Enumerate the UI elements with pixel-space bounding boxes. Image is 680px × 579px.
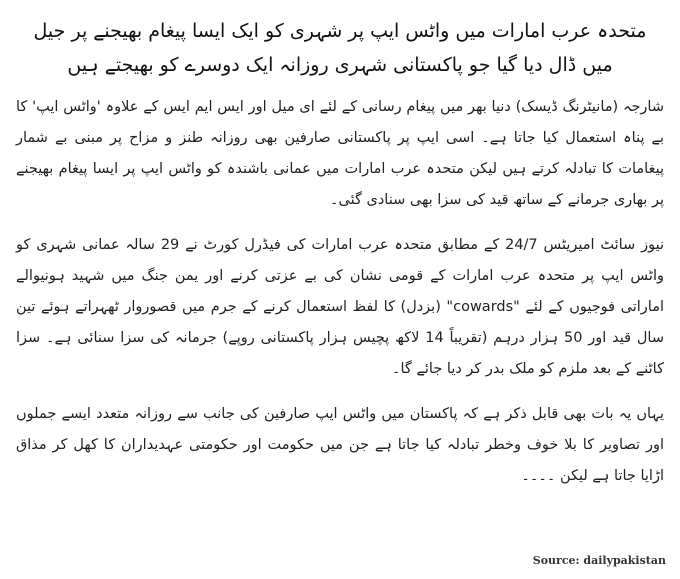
article-paragraph-1: شارجہ (مانیٹرنگ ڈیسک) دنیا بھر میں پیغام رسانی کے لئے ای میل اور ایس ایم ایس کے علاوہ 'واٹس ایپ' کا بے پناہ استعمال کیا جاتا ہے۔ اسی ایپ پر پاکستانی صارفین بھی روزانہ طنز و مزاح پر مبنی بے شمار پیغامات کا تبادلہ کرتے ہیں لیکن متحدہ عرب امارات میں عمانی باشندہ کو واٹس ایپ پر ایسا پیغام بھیجنے پر بھاری جرمانے کے ساتھ قید کی سزا بھی سنادی گئی۔ (16, 99, 664, 208)
article-title: متحدہ عرب امارات میں واٹس ایپ پر شہری کو ایک ایسا پیغام بھیجنے پر جیل میں ڈال دیا گیا جو پاکستانی شہری روزانہ ایک دوسرے کو بھیجتے ہیں (33, 20, 647, 76)
source-credit: Source: dailypakistan (532, 554, 666, 567)
article-paragraph-3: یہاں یہ بات بھی قابل ذکر ہے کہ پاکستان میں واٹس ایپ صارفین کی جانب سے روزانہ متعدد ایسے جملوں اور تصاویر کا بلا خوف وخطر تبادلہ کیا جاتا ہے جن میں حکومت اور حکومتی عہدیداران کا کھل کر مذاق اڑایا جاتا ہے لیکن ۔۔۔۔ (16, 406, 664, 484)
article-paragraph-2: نیوز سائٹ امیریٹس 24/7 کے مطابق متحدہ عرب امارات کی فیڈرل کورٹ نے 29 سالہ عمانی شہری کو واٹس ایپ پر متحدہ عرب امارات کے قومی نشان کی بے عزتی کرنے اور یمن جنگ میں شہید ہونیوالے اماراتی فوجیوں کے لئے "cowards" (بزدل) کا لفظ استعمال کرنے کے جرم میں قصوروار ٹھہراتے ہوئے تین سال قید اور 50 ہزار درہم (تقریباً 14 لاکھ پچیس ہزار پاکستانی روپے) جرمانہ کی سزا سنائی ہے۔ سزا کاٹنے کے بعد ملزم کو ملک بدر کر دیا جائے گا۔ (16, 237, 665, 377)
